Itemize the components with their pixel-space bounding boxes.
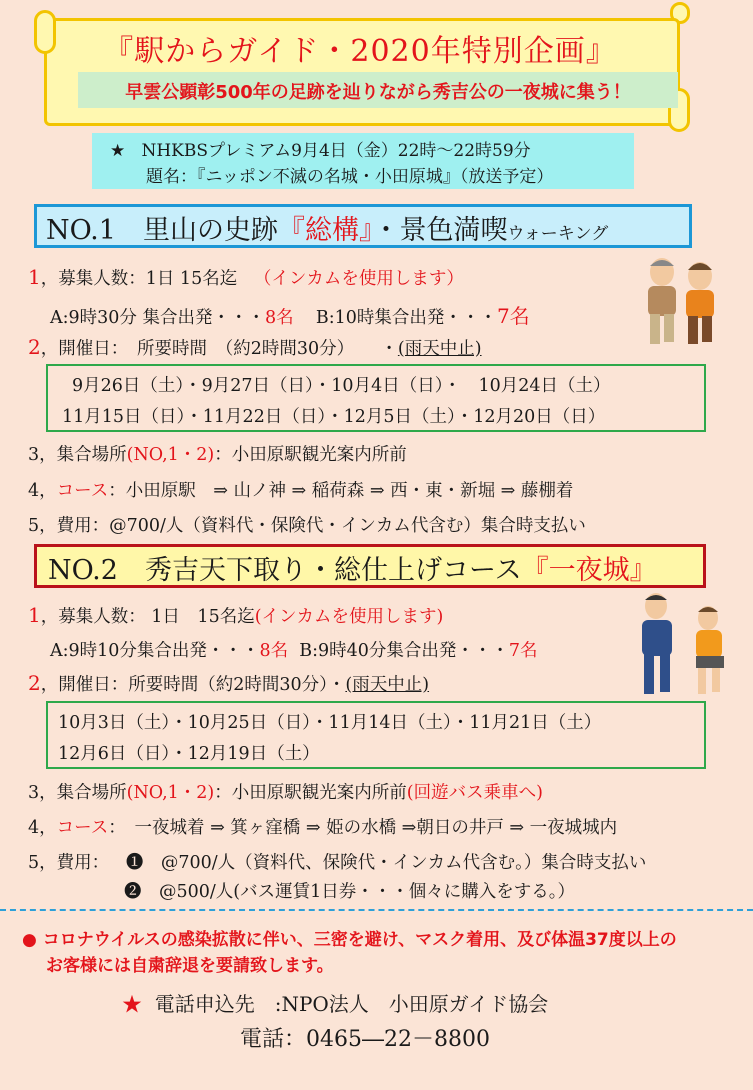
contact-line	[122, 988, 548, 1017]
course2-recruit-line	[28, 603, 443, 628]
course1-date-line	[28, 335, 482, 360]
course2-title-highlight: 『一夜城』	[521, 555, 657, 586]
course2-recruit-note: (インカムを使用します)	[254, 607, 444, 627]
course2-title-prefix: NO.2 秀吉天下取り・総仕上げコース	[48, 555, 522, 586]
course1-number-1: 1	[28, 265, 41, 289]
course2-number-2: 2	[28, 671, 41, 695]
dashed-divider	[0, 909, 753, 911]
course2-fee-option-2: ❷ @500/人(バス運賃1日券・・・個々に購入をする。）	[124, 882, 576, 902]
course1-route-label: コース	[56, 481, 109, 501]
contact-phone: 電話：0465―22－8800	[240, 1027, 490, 1052]
course1-route-prefix: 4，	[28, 481, 57, 501]
course1-fee-line: 5，費用：@700/人（資料代・保険代・インカム代含む）集合時支払い	[28, 516, 586, 536]
broadcast-program-title: 題名：『ニッポン不滅の名城・小田原城』（放送予定）	[146, 167, 554, 187]
covid-notice-text-1: コロナウイルスの感染拡散に伴い、三密を避け、マスク着用、及び体温37度以上の	[42, 930, 677, 950]
walking-couple-illustration	[622, 252, 732, 350]
course2-meeting-note: (回遊バス乗車へ)	[406, 783, 543, 803]
star-icon: ★	[122, 992, 142, 1016]
course2-fee-label: 5，費用：	[28, 853, 110, 873]
course1-group-b-count: 7名	[496, 304, 530, 328]
course2-meeting-place: ：小田原駅観光案内所前	[214, 783, 407, 803]
course2-group-b: B:9時40分集合出発・・・	[299, 641, 509, 661]
course1-meeting-nos: (NO,1・2)	[126, 445, 215, 465]
page-subtitle: 早雲公顕彰500年の足跡を辿りながら秀吉公の一夜城に集う！	[125, 82, 631, 103]
course1-title-prefix: NO.1 里山の史跡	[46, 215, 278, 246]
course1-title-small: ウォーキング	[507, 224, 609, 244]
course2-groups-line	[50, 637, 538, 662]
course2-recruit-label: ，募集人数： 1日 15名迄	[40, 607, 255, 627]
course1-groups-line	[50, 300, 530, 329]
course1-title	[46, 208, 608, 247]
course1-meeting-place: ：小田原駅観光案内所前	[214, 445, 407, 465]
course1-recruit-line	[28, 265, 464, 290]
course1-recruit-note: （インカムを使用します）	[253, 269, 464, 289]
course2-rain-notice: (雨天中止)	[345, 675, 430, 695]
course1-group-a: A:9時30分 集合出発・・・	[50, 308, 265, 328]
course2-group-b-count: 7名	[508, 641, 538, 661]
course2-route-prefix: 4，	[28, 818, 57, 838]
course1-group-b: B:10時集合出発・・・	[315, 308, 497, 328]
course2-group-a-count: 8名	[259, 641, 289, 661]
course1-rain-notice: (雨天中止)	[397, 339, 482, 359]
course1-dates-row-2: 11月15日（日）・11月22日（日）・12月5日（土）・12月20日（日）	[62, 407, 606, 427]
scroll-curl-decoration	[34, 10, 56, 54]
broadcast-schedule: NHKBSプレミアム9月4日（金）22時～22時59分	[141, 141, 531, 161]
course2-route-line	[28, 814, 617, 839]
course2-meeting-prefix: 3，集合場所	[28, 783, 127, 803]
page-title: 『駅からガイド・2020年特別企画』	[103, 34, 617, 69]
course2-meeting-nos: (NO,1・2)	[126, 783, 215, 803]
course2-date-label: ，開催日：所要時間（約2時間30分）・	[40, 675, 346, 695]
course1-group-a-count: 8名	[265, 308, 294, 328]
course2-meeting-line	[28, 779, 543, 804]
course2-route-label: コース	[56, 818, 109, 838]
course1-meeting-prefix: 3，集合場所	[28, 445, 127, 465]
bullet-icon: ●	[22, 930, 37, 950]
star-icon: ★	[110, 141, 126, 161]
course2-fee-option-1: ❶ @700/人（資料代、保険代・インカム代含む。）集合時支払い	[125, 853, 647, 873]
course1-dates-row-1: 9月26日（土）・9月27日（日）・10月4日（日）・ 10月24日（土）	[72, 376, 611, 396]
course1-title-suffix: ・景色満喫	[372, 215, 508, 246]
course2-route: ： 一夜城着 ⇒ 箕ヶ窪橋 ⇒ 姫の水橋 ⇒朝日の井戸 ⇒ 一夜城城内	[108, 818, 618, 838]
contact-org: 電話申込先 :NPO法人 小田原ガイド協会	[154, 992, 549, 1016]
course2-title	[48, 548, 657, 587]
course1-title-highlight: 『総構』	[277, 215, 373, 246]
course1-date-label: ，開催日： 所要時間 （約2時間30分） ・	[40, 339, 398, 359]
course1-meeting-line	[28, 441, 407, 466]
covid-notice-line-1	[22, 925, 677, 950]
course1-route-line	[28, 477, 573, 502]
course2-dates-row-2: 12月6日（日）・12月19日（土）	[58, 744, 320, 764]
covid-notice-line-2: お客様には自粛辞退を要請致します。	[46, 956, 334, 976]
broadcast-line-1	[110, 136, 531, 161]
course2-dates-row-1: 10月3日（土）・10月25日（日）・11月14日（土）・11月21日（土）	[58, 713, 602, 733]
course1-recruit-label: ，募集人数：1日 15名迄	[40, 269, 238, 289]
course2-date-line	[28, 671, 429, 696]
course2-group-a: A:9時10分集合出発・・・	[50, 641, 260, 661]
course2-number-1: 1	[28, 603, 41, 627]
course2-fee-line	[28, 849, 646, 874]
course1-number-2: 2	[28, 335, 41, 359]
walking-pair-illustration	[612, 590, 742, 700]
course1-route: ：小田原駅 ⇒ 山ノ神 ⇒ 稲荷森 ⇒ 西・東・新堀 ⇒ 藤棚着	[108, 481, 574, 501]
